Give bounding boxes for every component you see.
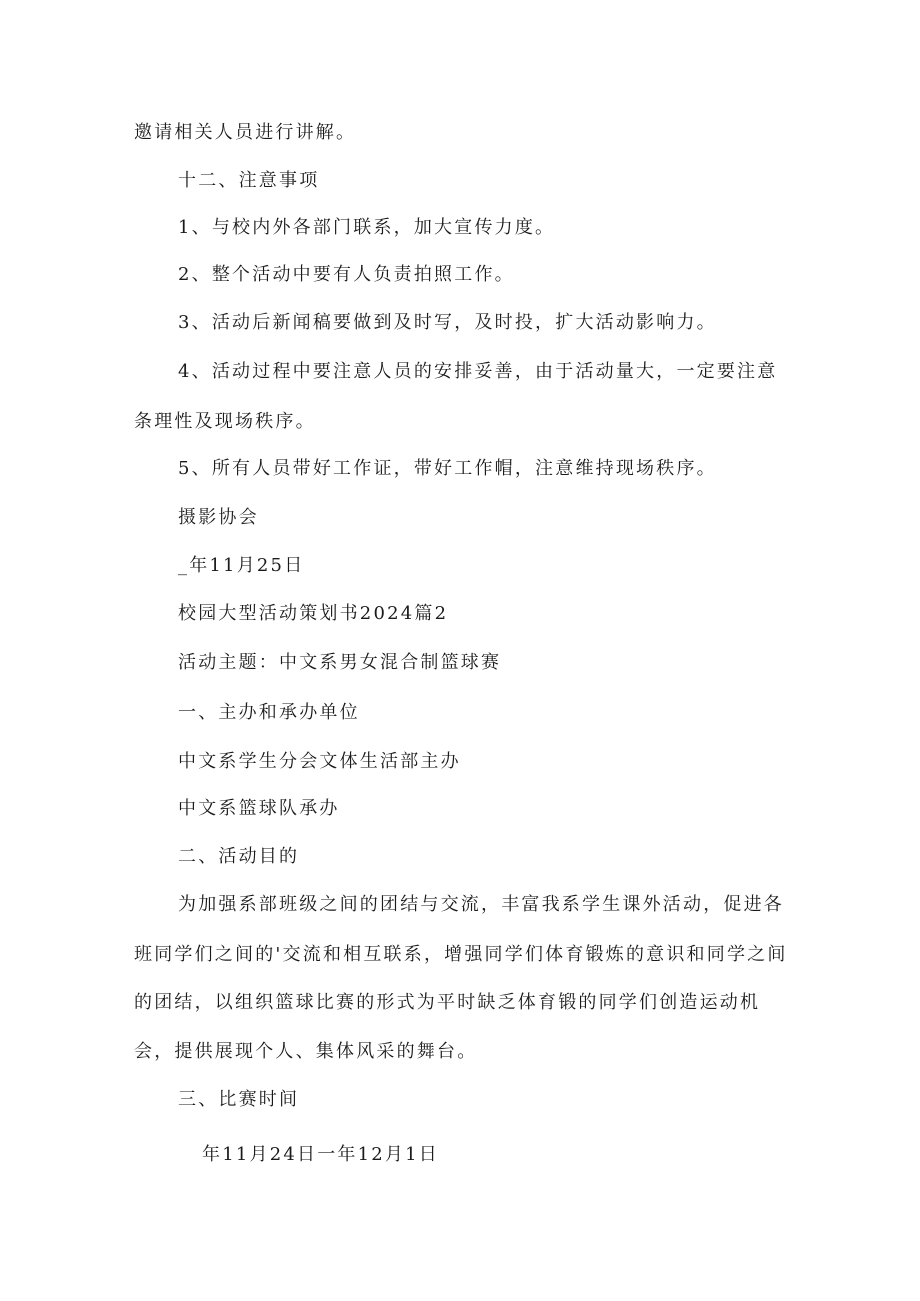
- paragraph-line: 班同学们之间的'交流和相互联系，增强同学们体育锻炼的意识和同学之间: [134, 944, 788, 965]
- text-line: 中文系篮球队承办: [178, 798, 340, 819]
- list-item: 5、所有人员带好工作证，带好工作帽，注意维持现场秩序。: [178, 458, 717, 479]
- section-heading: 三、比赛时间: [178, 1089, 300, 1110]
- list-item: 2、整个活动中要有人负责拍照工作。: [178, 264, 515, 285]
- section-heading: 二、活动目的: [178, 846, 300, 867]
- document-title: 校园大型活动策划书2024篇2: [178, 603, 449, 624]
- activity-theme: 活动主题：中文系男女混合制篮球赛: [178, 652, 502, 673]
- list-item: 4、活动过程中要注意人员的安排妥善，由于活动量大，一定要注意: [178, 361, 778, 382]
- paragraph-line: 为加强系部班级之间的团结与交流，丰富我系学生课外活动，促进各: [178, 894, 784, 915]
- list-item-continuation: 条理性及现场秩序。: [134, 411, 316, 432]
- section-heading: 一、主办和承办单位: [178, 702, 360, 723]
- paragraph-line: 会，提供展现个人、集体风采的舞台。: [134, 1041, 478, 1062]
- list-item: 1、与校内外各部门联系，加大宣传力度。: [178, 217, 556, 238]
- match-dates: 年11月24日一年12月1日: [202, 1144, 439, 1165]
- signature-org: 摄影协会: [178, 507, 259, 528]
- section-heading: 十二、注意事项: [178, 170, 320, 191]
- signature-date: _年11月25日: [178, 555, 305, 576]
- text-line: 中文系学生分会文体生活部主办: [178, 751, 461, 772]
- list-item: 3、活动后新闻稿要做到及时写，及时投，扩大活动影响力。: [178, 312, 717, 333]
- text-line: 邀请相关人员进行讲解。: [134, 122, 357, 143]
- paragraph-line: 的团结，以组织篮球比赛的形式为平时缺乏体育锻的同学们创造运动机: [134, 992, 761, 1013]
